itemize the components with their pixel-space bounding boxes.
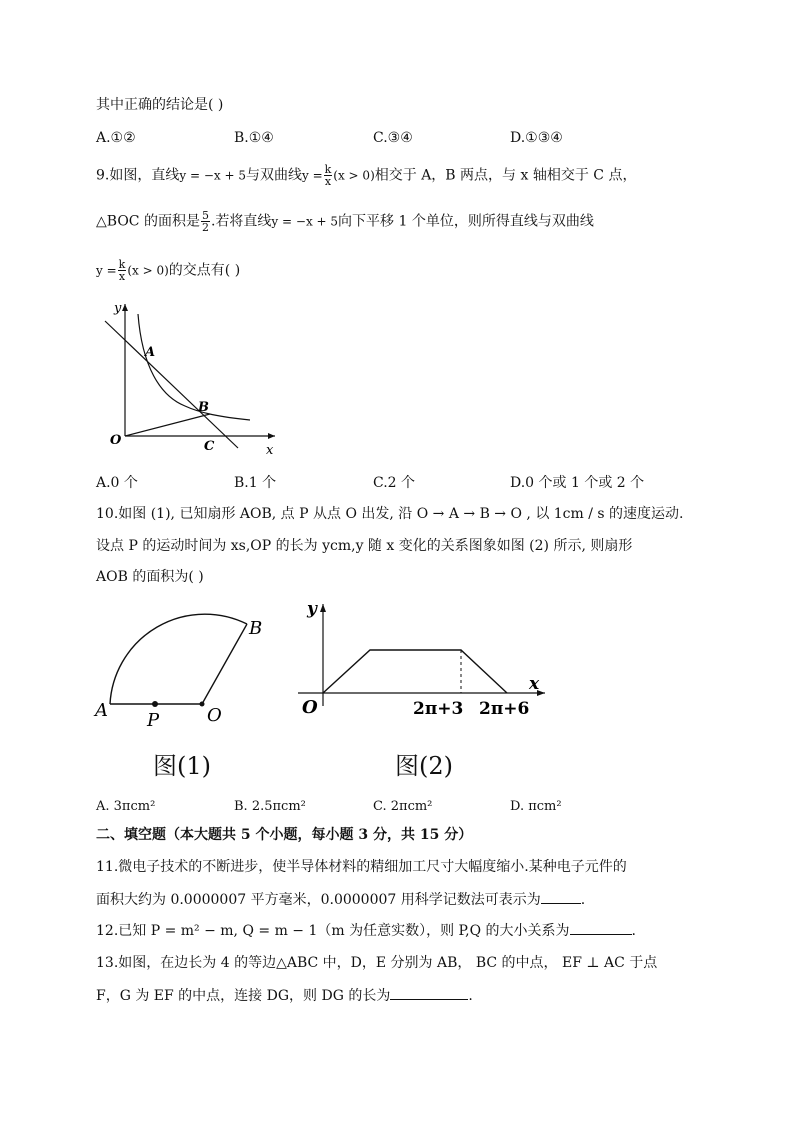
q9-label-c: C (204, 439, 215, 454)
q13-line2-text: F，G 为 EF 的中点，连接 DG，则 DG 的长为 (96, 988, 391, 1004)
q9-x-arrow (268, 433, 275, 439)
q10-caption-1: 图(1) (153, 752, 211, 780)
q10-label-o: O (207, 705, 222, 726)
q9-option-a: A.0 个 (96, 475, 138, 491)
q11-line1: 11.微电子技术的不断进步，使半导体材料的精细加工尺寸大幅度缩小.某种电子元件的 (96, 859, 627, 875)
q10-label-x: x (529, 674, 540, 694)
q9-label-b: B (198, 400, 209, 415)
q9-line-eq: y = −x + 5 (179, 168, 246, 183)
q8-option-b: B.①④ (234, 130, 274, 146)
q10-tick-2: 2π+6 (479, 699, 530, 719)
q10-option-d: D. πcm² (510, 799, 562, 814)
q8-option-c: C.③④ (373, 130, 413, 146)
q10-label-o: O (302, 697, 318, 718)
q10-point-p (152, 701, 158, 707)
q10-option-a: A. 3πcm² (96, 799, 156, 814)
q13-answer-blank[interactable] (390, 985, 468, 1000)
q9-y-arrow (122, 304, 128, 311)
q9-figure (100, 296, 290, 456)
q9-x: x (324, 175, 332, 188)
q9-text-5: .若将直线 (210, 213, 272, 230)
q10-label-y: y (307, 599, 317, 619)
q10-figure-2 (293, 596, 553, 726)
q9-label-y: y (114, 301, 122, 316)
q11-end: . (580, 892, 586, 908)
q9-text-3: 相交于 A，B 两点，与 x 轴相交于 C 点， (374, 167, 637, 184)
q10-line2: 设点 P 的运动时间为 xs,OP 的长为 ycm,y 随 x 变化的关系图象如图 (2) 所示, 则扇形 (96, 538, 633, 554)
q12-text: 12.已知 P = m² − m, Q = m − 1（m 为任意实数），则 P,Q 的大小关系为 (96, 923, 570, 939)
q13-end: . (468, 988, 473, 1004)
q10-graph-line (323, 650, 507, 693)
q10-caption-2: 图(2) (395, 752, 453, 780)
q10-option-c: C. 2πcm² (373, 799, 433, 814)
q13-line1: 13.如图，在边长为 4 的等边△ABC 中，D，E 分别为 AB， BC 的中点， EF ⊥ AC 于点 (96, 955, 658, 971)
q9-k-over-x-2 (118, 259, 127, 282)
q9-label-o: O (110, 433, 122, 448)
q9-text-4: △BOC 的面积是 (96, 213, 200, 230)
q9-text-2: 与双曲线 (245, 167, 302, 184)
q13-line2 (96, 985, 473, 1006)
q10-figure-1 (92, 606, 277, 731)
q10-tick-1: 2π+3 (413, 699, 464, 719)
q11-line2 (96, 889, 585, 910)
q10-y-arrow (320, 604, 326, 612)
q10-line3: AOB 的面积为( ) (96, 569, 204, 585)
q9-option-c: C.2 个 (373, 475, 416, 491)
q10-option-b: B. 2.5πcm² (234, 799, 306, 814)
q8-option-d: D.①③④ (510, 130, 563, 146)
q9-line3 (96, 259, 240, 282)
q9-text-1: 9.如图，直线 (96, 167, 180, 184)
q9-y-eq-2: y = (96, 263, 117, 278)
q9-option-b: B.1 个 (234, 475, 277, 491)
q9-option-d: D.0 个或 1 个或 2 个 (510, 475, 645, 491)
q10-label-a: A (95, 700, 108, 721)
q10-segment-ob (202, 624, 247, 704)
q9-k: k (324, 163, 332, 176)
q10-label-p: P (147, 710, 160, 731)
q10-label-b: B (249, 618, 263, 639)
q12-line (96, 920, 636, 941)
q9-area-den: 2 (201, 221, 209, 234)
q9-y-eq: y = (301, 168, 323, 183)
q9-hyperbola (138, 314, 250, 420)
q9-label-a: A (145, 345, 156, 360)
q9-area-fraction (201, 210, 210, 233)
q8-stem: 其中正确的结论是( ) (96, 97, 224, 113)
q10-point-o (200, 702, 205, 707)
q9-line1 (96, 164, 636, 187)
q11-answer-blank[interactable] (541, 889, 581, 904)
q11-line2-text: 面积大约为 0.0000007 平方毫米，0.0000007 用科学记数法可表示为 (96, 892, 541, 908)
q9-segment-ob (125, 414, 210, 436)
q9-area-num: 5 (201, 209, 209, 222)
q9-x-2: x (118, 270, 126, 283)
q9-cond: (x > 0) (333, 168, 375, 183)
q9-k-2: k (118, 258, 126, 271)
q9-k-over-x (324, 164, 333, 187)
section-2-heading: 二、填空题（本大题共 5 个小题，每小题 3 分，共 15 分） (96, 827, 473, 843)
q10-line1: 10.如图 (1), 已知扇形 AOB, 点 P 从点 O 出发, 沿 O → A → B → O , 以 1cm / s 的速度运动. (96, 506, 684, 522)
q9-cond-2: (x > 0) (127, 263, 169, 278)
q9-text-7: 的交点有( ) (168, 262, 241, 279)
q8-option-a: A.①② (96, 130, 136, 146)
q9-label-x: x (266, 443, 274, 456)
q12-answer-blank[interactable] (570, 920, 632, 935)
q9-line2 (96, 210, 594, 233)
q9-text-6: 向下平移 1 个单位，则所得直线与双曲线 (338, 213, 594, 230)
q9-line-eq-2: y = −x + 5 (271, 214, 339, 229)
q12-end: . (631, 923, 636, 939)
q10-sector-arc (110, 614, 247, 704)
